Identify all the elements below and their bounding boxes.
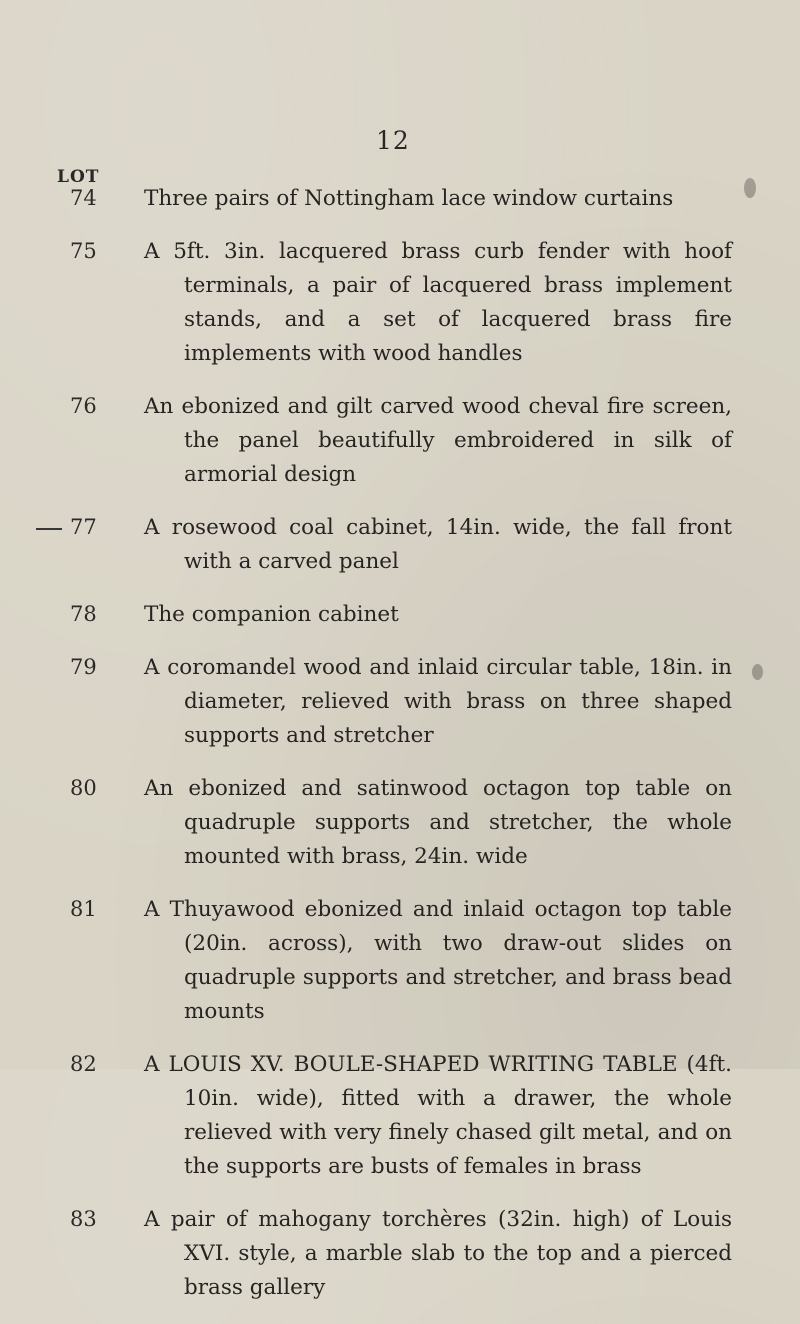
lot-description: The companion cabinet — [144, 602, 399, 627]
page-number: 12 — [376, 126, 410, 155]
lot-description: An ebonized and satinwood octagon top table on quadruple supports and stretcher, the whole mounted with brass, 24in. wide — [144, 776, 732, 869]
lot-number: 78 — [70, 602, 97, 626]
lot-number: 83 — [70, 1207, 97, 1231]
lot-entry — [0, 235, 800, 371]
lot-number: 80 — [70, 776, 97, 800]
lot-description: A 5ft. 3in. lacquered brass curb fender with hoof terminals, a pair of lacquered brass implement stands, and a set of lacquered brass fire implements with wood handles — [144, 239, 732, 366]
lot-entry — [0, 651, 800, 753]
lot-entry — [0, 511, 800, 579]
lot-number: 79 — [70, 655, 97, 679]
lot-number: 81 — [70, 897, 97, 921]
lot-description: A Thuyawood ebonized and inlaid octagon top table (20in. across), with two draw-out slides on quadruple supports and stretcher, and brass bead mounts — [144, 897, 732, 1024]
lot-number: 76 — [70, 394, 97, 418]
lot-description: A LOUIS XV. BOULE-SHAPED WRITING TABLE (4ft. 10in. wide), fitted with a drawer, the whole relieved with very finely chased gilt metal, and on the supports are busts of females in brass — [144, 1052, 732, 1179]
lot-column-header: LOT — [57, 167, 100, 187]
lot-entry — [0, 893, 800, 1029]
lot-number: 82 — [70, 1052, 97, 1076]
lot-entry — [0, 390, 800, 492]
lot-entry — [0, 598, 800, 632]
lot-description: A coromandel wood and inlaid circular table, 18in. in diameter, relieved with brass on three shaped supports and stretcher — [144, 655, 732, 748]
lot-number: 75 — [70, 239, 97, 263]
lot-entry — [0, 182, 800, 216]
lot-entry — [0, 1203, 800, 1305]
lot-description: Three pairs of Nottingham lace window curtains — [144, 186, 674, 211]
lot-entry — [0, 772, 800, 874]
lot-description: An ebonized and gilt carved wood cheval fire screen, the panel beautifully embroidered in silk of armorial design — [144, 394, 732, 487]
lot-description: A pair of mahogany torchères (32in. high) of Louis XVI. style, a marble slab to the top and a pierced brass gallery — [144, 1207, 732, 1300]
lot-description: A rosewood coal cabinet, 14in. wide, the fall front with a carved panel — [144, 515, 732, 574]
lot-list — [0, 182, 800, 1324]
lot-entry — [0, 1048, 800, 1184]
lot-number: 74 — [70, 186, 97, 210]
lot-number: 77 — [70, 515, 97, 539]
